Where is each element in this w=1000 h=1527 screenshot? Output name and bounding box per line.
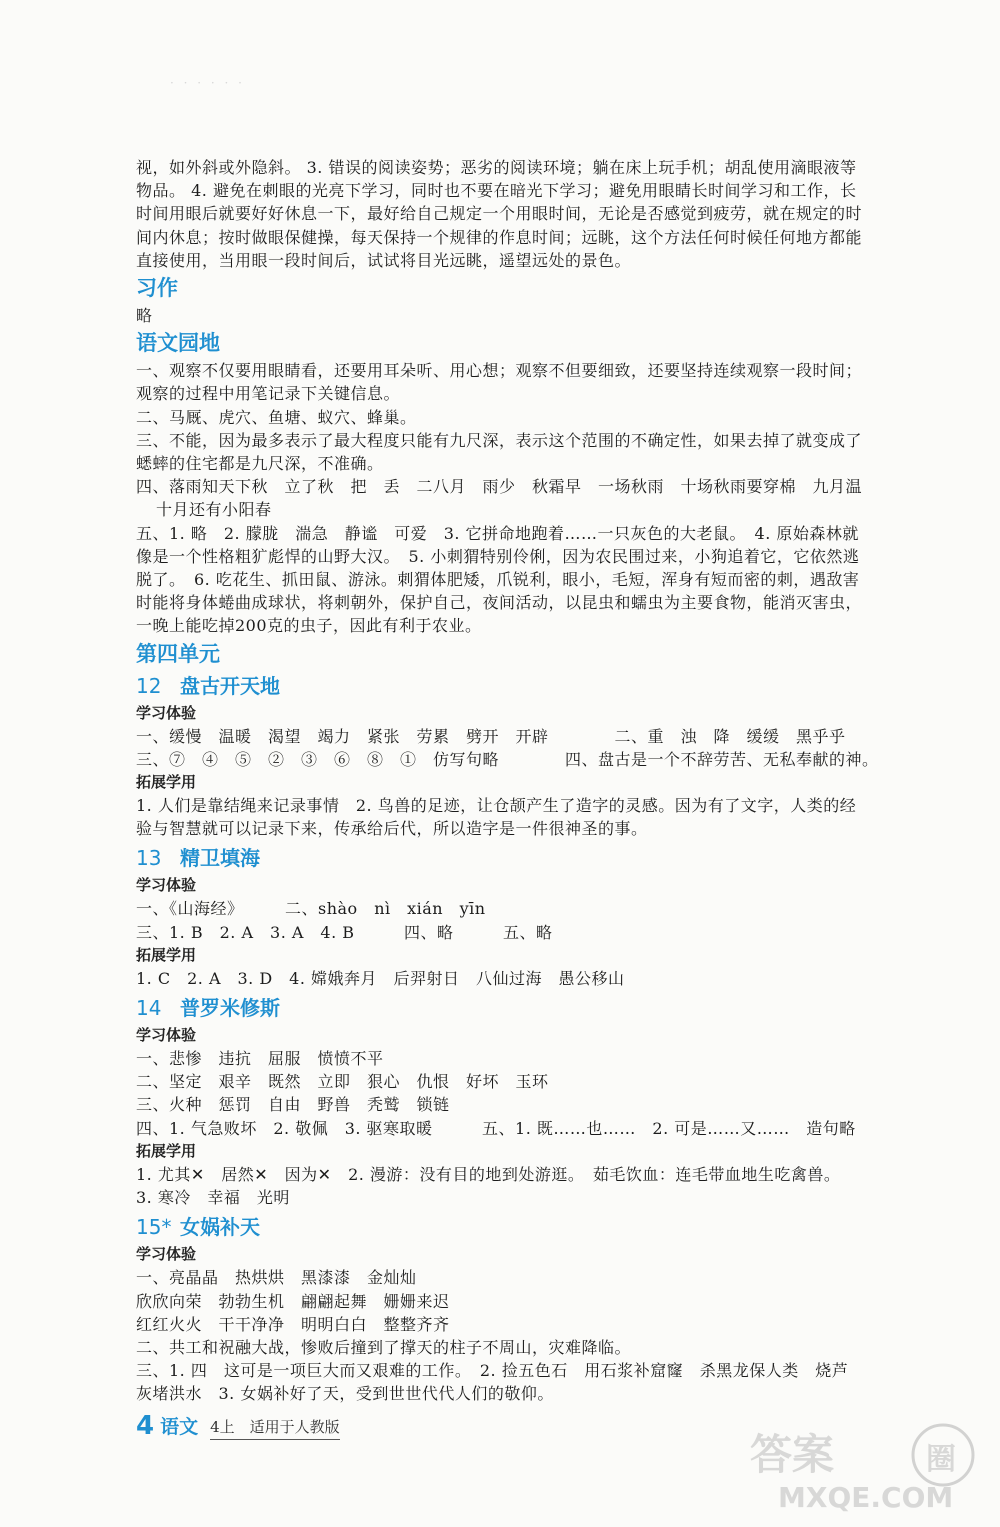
- text-line: 二、坚定 艰辛 既然 立即 狠心 仇恨 好坏 玉环: [136, 1072, 549, 1092]
- text-line: 间内休息；按时做眼保健操，每天保持一个规律的作息时间；远眺，这个方法任何时候任何地方都能: [136, 227, 863, 247]
- text-line: 一晚上能吃掉200克的虫子，因此有利于农业。: [136, 616, 482, 636]
- text-line: 一、缓慢 温暖 渴望 竭力 紧张 劳累 劈开 开辟 二、重 浊 降 缓缓 黑乎乎: [136, 726, 846, 746]
- site-watermark-logo: [738, 1407, 988, 1517]
- text-line: 三、⑦ ④ ⑤ ② ③ ⑥ ⑧ ① 仿写句略 四、盘古是一个不辞劳苦、无私奉献的神。: [136, 749, 879, 769]
- section-heading-xizuo: 习作: [136, 276, 178, 301]
- text-line: 脱了。 6. 吃花生、抓田鼠、游泳。刺猬体肥矮，爪锐利，眼小，毛短，浑身有短而密的刺，遇敌害: [136, 570, 860, 590]
- text-line: 1. 人们是靠结绳来记录事情 2. 鸟兽的足迹，让仓颉产生了造字的灵感。因为有了文字，人类的经: [136, 796, 857, 816]
- text-line: 十月还有小阳春: [156, 500, 272, 520]
- unit-heading: 第四单元: [136, 641, 220, 666]
- subheading: 拓展学用: [136, 773, 197, 792]
- text-line: 时间用眼后就要好好休息一下，最好给自己规定一个用眼时间，无论是否感觉到疲劳，就在规定的时: [136, 204, 863, 224]
- lesson-title: 精卫填海: [180, 846, 260, 871]
- text-line: 三、1. B 2. A 3. A 4. B 四、略 五、略: [136, 922, 553, 942]
- text-line: 红红火火 干干净净 明明白白 整整齐齐: [136, 1314, 450, 1334]
- text-line: 直接使用，当用眼一段时间后，试试将目光远眺，遥望远处的景色。: [136, 250, 632, 270]
- text-line: 二、共工和祝融大战，惨败后撞到了撑天的柱子不周山，灾难降临。: [136, 1337, 632, 1357]
- lesson-number: 12: [136, 673, 162, 698]
- lesson-heading-13: [136, 844, 920, 872]
- subheading: 学习体验: [136, 1026, 197, 1045]
- bleed-through-text: · · · · · ·: [170, 76, 245, 90]
- text-line: 观察的过程中用笔记录下关键信息。: [136, 384, 401, 404]
- edition-label: 4上 适用于人教版: [210, 1415, 340, 1440]
- subheading: 学习体验: [136, 876, 197, 895]
- text-line: 欣欣向荣 勃勃生机 翩翩起舞 姗姗来迟: [136, 1291, 450, 1311]
- page-footer: [136, 1412, 340, 1440]
- text-line: 一、《山海经》 二、shào nì xián yīn: [136, 899, 486, 919]
- text-line: 时能将身体蜷曲成球状，将刺朝外，保护自己，夜间活动，以昆虫和蠕虫为主要食物，能消灭害虫，: [136, 593, 863, 613]
- xizuo-body: 略: [136, 306, 153, 326]
- text-line: 五、1. 略 2. 朦胧 湍急 静谧 可爱 3. 它拼命地跑着……一只灰色的大老鼠。 4. 原始森林就: [136, 523, 859, 543]
- lesson-heading-15: [136, 1213, 920, 1241]
- lesson-number: 15*: [136, 1215, 172, 1240]
- text-line: 验与智慧就可以记录下来，传承给后代，所以造字是一件很神圣的事。: [136, 819, 648, 839]
- text-line: 一、悲惨 违抗 屈服 愤愤不平: [136, 1049, 384, 1069]
- svg-text:圈: 圈: [926, 1442, 956, 1477]
- text-line: 一、观察不仅要用眼睛看，还要用耳朵听、用心想；观察不但要细致，还要坚持连续观察一段时间；: [136, 361, 863, 381]
- subheading: 学习体验: [136, 703, 197, 722]
- text-line: 灰堵洪水 3. 女娲补好了天，受到世世代代人们的敬仰。: [136, 1384, 554, 1404]
- subject-label: 语文: [160, 1416, 199, 1438]
- text-line: 1. 尤其✕ 居然✕ 因为✕ 2. 漫游：没有目的地到处游逛。 茹毛饮血：连毛带血地生吃禽兽。: [136, 1164, 841, 1184]
- section-heading-yuwen: 语文园地: [136, 331, 220, 356]
- svg-text:MXQE.COM: MXQE.COM: [778, 1481, 954, 1514]
- text-line: 像是一个性格粗犷彪悍的山野大汉。 5. 小刺猬特别伶俐，因为农民围过来，小狗追着它，它依然逃: [136, 546, 860, 566]
- text-line: 四、1. 气急败坏 2. 敬佩 3. 驱寒取暖 五、1. 既……也…… 2. 可是……又…… 造句略: [136, 1118, 856, 1138]
- subheading: 拓展学用: [136, 1141, 197, 1160]
- lesson-number: 13: [136, 846, 162, 871]
- content-area: [136, 156, 920, 1406]
- lesson-number: 14: [136, 996, 162, 1021]
- svg-text:答案: 答案: [750, 1430, 835, 1479]
- text-line: 三、火种 惩罚 自由 野兽 秃鹫 锁链: [136, 1095, 450, 1115]
- text-line: 视，如外斜或外隐斜。 3. 错误的阅读姿势；恶劣的阅读环境；躺在床上玩手机；胡乱使用滴眼液等: [136, 158, 857, 177]
- text-line: 蟋蟀的住宅都是九尺深，不准确。: [136, 454, 384, 474]
- lesson-title: 盘古开天地: [180, 673, 280, 698]
- lesson-title: 女娲补天: [180, 1215, 260, 1240]
- text-line: 3. 寒冷 幸福 光明: [136, 1188, 290, 1208]
- text-line: 1. C 2. A 3. D 4. 嫦娥奔月 后羿射日 八仙过海 愚公移山: [136, 968, 625, 988]
- text-line: 四、落雨知天下秋 立了秋 把 丢 二八月 雨少 秋霜早 一场秋雨 十场秋雨要穿棉 九月温: [136, 477, 863, 497]
- lesson-heading-12: [136, 672, 920, 700]
- text-line: 三、1. 四 这可是一项巨大而又艰难的工作。 2. 捡五色石 用石浆补窟窿 杀黑龙保人类 烧芦: [136, 1361, 849, 1381]
- continued-answer-block: [136, 156, 920, 272]
- text-line: 三、不能，因为最多表示了最大程度只能有九尺深，表示这个范围的不确定性，如果去掉了就变成了: [136, 430, 863, 450]
- text-line: 物品。 4. 避免在刺眼的光亮下学习，同时也不要在暗光下学习；避免用眼睛长时间学习和工作，长: [136, 181, 857, 201]
- lesson-heading-14: [136, 994, 920, 1022]
- text-line: 二、马厩、虎穴、鱼塘、蚁穴、蜂巢。: [136, 407, 417, 427]
- subheading: 拓展学用: [136, 945, 197, 964]
- subheading: 学习体验: [136, 1245, 197, 1264]
- lesson-title: 普罗米修斯: [180, 996, 280, 1021]
- yuwen-answers: [136, 359, 920, 637]
- page-number: 4: [136, 1411, 155, 1441]
- text-line: 一、亮晶晶 热烘烘 黑漆漆 金灿灿: [136, 1268, 417, 1288]
